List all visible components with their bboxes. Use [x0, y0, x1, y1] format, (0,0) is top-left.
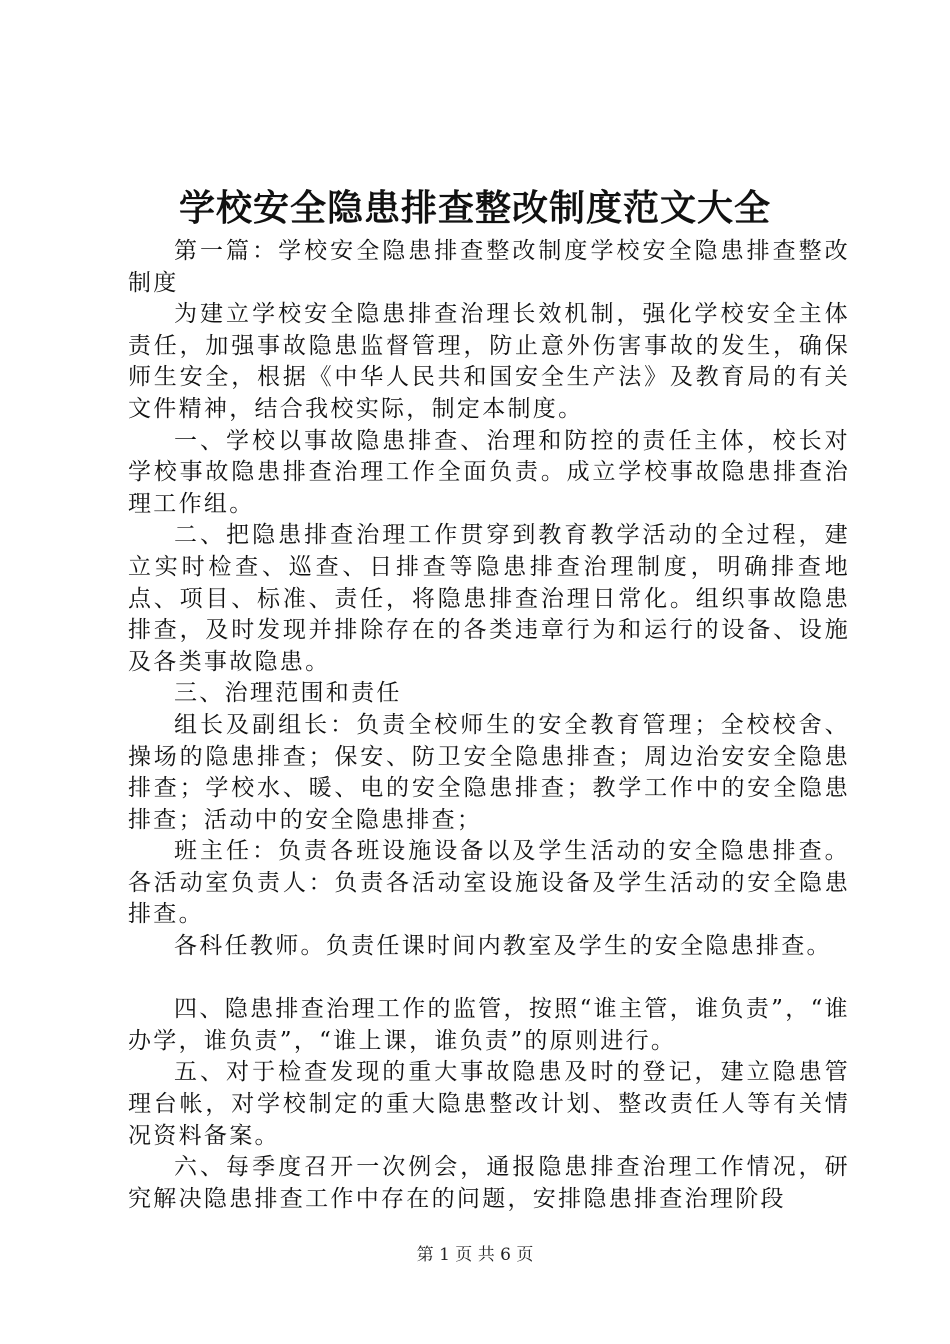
clause-four-paragraph: 四、隐患排查治理工作的监管，按照“谁主管，谁负责”，“谁办学，谁负责”，“谁上课，谁负责”的原则进行。 — [128, 996, 850, 1054]
group-leader-duties-paragraph: 组长及副组长：负责全校师生的安全教育管理；全校校舍、操场的隐患排查；保安、防卫安全隐患排查；周边治安安全隐患排查；学校水、暖、电的安全隐患排查；教学工作中的安全隐患排查；活动中的安全隐患排查； — [128, 711, 850, 833]
section-heading-part-one: 第一篇：学校安全隐患排查整改制度学校安全隐患排查整改制度 — [128, 238, 850, 296]
page-number-footer: 第 1 页 共 6 页 — [416, 1245, 534, 1265]
document-body — [128, 236, 850, 1215]
clause-three-heading: 三、治理范围和责任 — [174, 680, 402, 707]
intro-paragraph: 为建立学校安全隐患排查治理长效机制，强化学校安全主体责任，加强事故隐患监督管理，防止意外伤害事故的发生，确保师生安全，根据《中华人民共和国安全生产法》及教育局的有关文件精神，结合我校实际，制定本制度。 — [128, 301, 850, 422]
clause-two-paragraph: 二、把隐患排查治理工作贯穿到教育教学活动的全过程，建立实时检查、巡查、日排查等隐患排查治理制度，明确排查地点、项目、标准、责任，将隐患排查治理日常化。组织事故隐患排查，及时发现并排除存在的各类违章行为和运行的设备、设施及各类事故隐患。 — [128, 522, 850, 675]
class-teacher-duties-paragraph: 班主任：负责各班设施设备以及学生活动的安全隐患排查。各活动室负责人：负责各活动室设施设备及学生活动的安全隐患排查。 — [128, 838, 850, 928]
clause-one-paragraph: 一、学校以事故隐患排查、治理和防控的责任主体，校长对学校事故隐患排查治理工作全面负责。成立学校事故隐患排查治理工作组。 — [128, 427, 850, 517]
clause-six-paragraph: 六、每季度召开一次例会，通报隐患排查治理工作情况，研究解决隐患排查工作中存在的问题，安排隐患排查治理阶段 — [128, 1154, 850, 1212]
document-title: 学校安全隐患排查整改制度范文大全 — [178, 187, 771, 229]
subject-teacher-duties-paragraph: 各科任教师。负责任课时间内教室及学生的安全隐患排查。 — [174, 933, 832, 960]
clause-five-paragraph: 五、对于检查发现的重大事故隐患及时的登记，建立隐患管理台帐，对学校制定的重大隐患整改计划、整改责任人等有关情况资料备案。 — [128, 1059, 850, 1149]
